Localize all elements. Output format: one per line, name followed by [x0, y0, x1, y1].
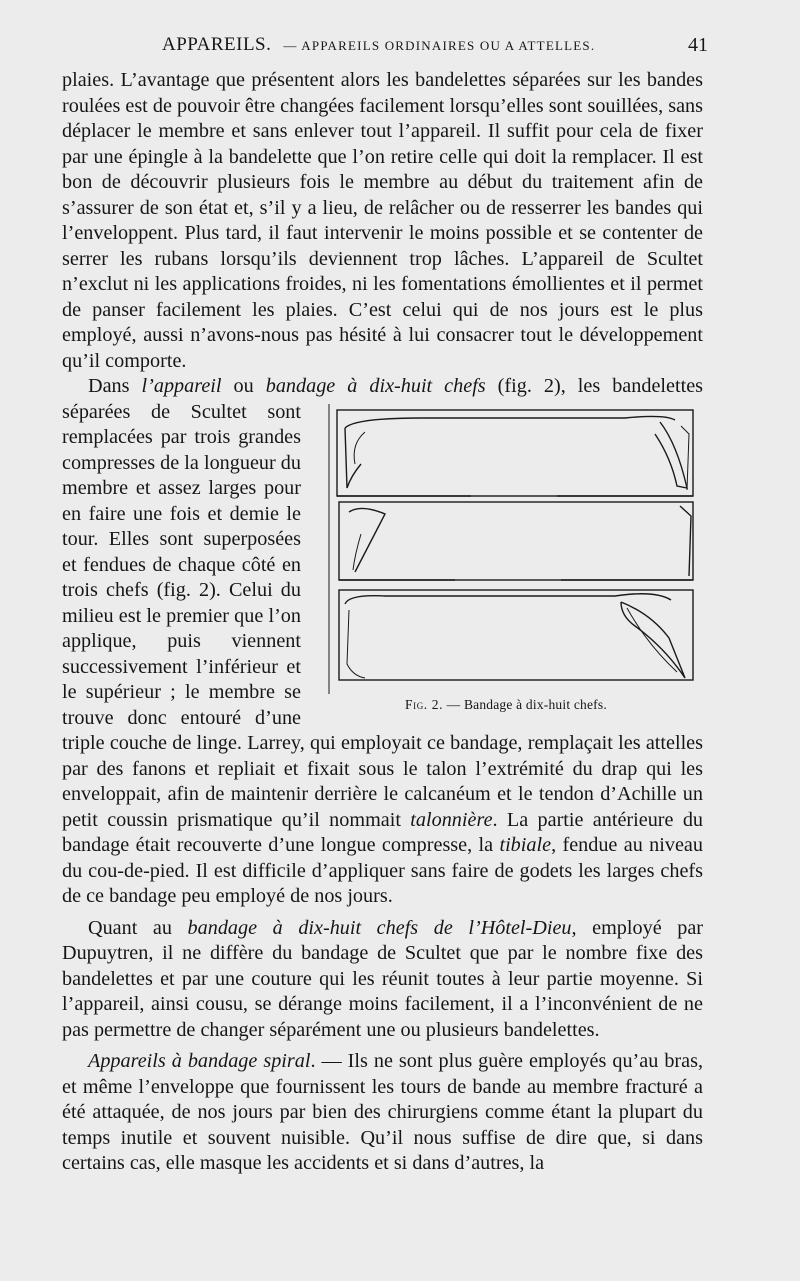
- paragraph-2: [62, 374, 703, 910]
- paragraph-4-tail: . — Ils ne sont plus guère employés qu’au bras, et même l’enveloppe que fournissent les tours de bande au membre fracturé a été attaquée, de nos jours par bien des chirurgiens comme étant la plupart du temps inutile et souvent nuisible. Qu’il nous suffise de dire que, si dans certains cas, elle masque les accidents et si dans d’autres, la: [62, 1050, 703, 1174]
- paragraph-1-text: plaies. L’avantage que présentent alors les bandelettes séparées sur les bandes roulées est de pouvoir être changées facilement lorsqu’elles sont souillées, sans déplacer le membre et sans enlever tout l’appareil. Il suffit pour cela de fixer par une épingle à la bandelette que l’on retire celle qui doit la remplacer. Il est bon de découvrir plusieurs fois le membre au début du traitement afin de s’assurer de son état et, s’il y a lieu, de relâcher ou de resserrer les bandes qui l’enveloppent. Plus tard, il faut intervenir le moins possible et se contenter de serrer les rubans lorsqu’ils deviennent trop lâches. L’appareil de Scultet n’exclut ni les applications froides, ni les fomentations émollientes et il permet de panser facilement les plaies. C’est celui qui de nos jours est le plus employé, aussi n’avons-nous pas hésité à lui consacrer tout le développement qu’il comporte.: [62, 69, 703, 372]
- term-bandage-spiral: Appareils à bandage spiral: [88, 1050, 311, 1072]
- paragraph-4: [62, 1049, 703, 1177]
- paragraph-1: [62, 68, 703, 374]
- running-subtitle: — APPAREILS ORDINAIRES OU A ATTELLES.: [283, 38, 596, 53]
- bandage-illustration: [325, 404, 703, 726]
- lower-compress: [339, 590, 693, 680]
- paragraph-2-tail: (fig. 2), les bandelettes séparées de Scultet sont remplacées par trois grandes compresses de la longueur du membre et assez larges pour en faire une fois et demie le tour. Elles sont superposées et fendues de chaque côté en trois chefs (fig. 2). Celui du milieu est le premier que l’on applique, puis viennent successivement l’inférieur et le supérieur ; le membre se trouve donc entouré d’une triple couche de linge. Larrey, qui employait ce bandage, remplaçait les attelles par des fanons et repliait et fixait sous le talon l’extrémité du drap qui les enveloppait, afin de maintenir derrière le calcanéum et le tendon d’Achille un petit coussin prismatique qu’il nommait: [62, 375, 704, 831]
- paragraph-2-tail-2: . La partie antérieure du bandage était recouverte d’une longue compresse, la: [62, 808, 704, 856]
- figure-2: [325, 404, 703, 726]
- figure-caption: [379, 692, 607, 718]
- body-text: [62, 68, 703, 1177]
- term-bandage-dix-huit-chefs: bandage à dix-huit chefs: [265, 375, 486, 397]
- middle-compress: [339, 502, 693, 580]
- upper-compress: [337, 410, 693, 496]
- paragraph-3: [62, 916, 703, 1044]
- paragraph-3-start: Quant au: [88, 916, 188, 939]
- paragraph-2-start: Dans: [88, 375, 142, 397]
- running-title: APPAREILS.: [162, 34, 272, 55]
- paragraph-2-conj: ou: [221, 375, 266, 397]
- figure-caption-text: — Bandage à dix-huit chefs.: [443, 696, 607, 712]
- term-hotel-dieu-bandage: bandage à dix-huit chefs de l’Hôtel-Dieu: [187, 916, 572, 939]
- term-appareil: l’appareil: [141, 375, 222, 397]
- paragraph-3-tail: , employé par Dupuytren, il ne diffère du bandage de Scultet que par le nombre fixe des bandelettes et par une couture qui les réunit toutes à leur partie moyenne. Si l’appareil, ainsi cousu, se dérange moins facilement, il a l’inconvénient de ne pas permettre de changer séparément une ou plusieurs bandelettes.: [62, 916, 704, 1041]
- term-tibiale: tibiale: [499, 834, 552, 856]
- term-talonniere: talonnière: [410, 808, 493, 831]
- page-number: 41: [688, 34, 708, 56]
- figure-label: Fig. 2.: [405, 696, 444, 712]
- running-header: [162, 34, 708, 60]
- paragraph-2-end: , fendue au niveau du cou-de-pied. Il est difficile d’appliquer sans faire de godets les larges chefs de ce bandage peu employé de nos jours.: [62, 834, 703, 907]
